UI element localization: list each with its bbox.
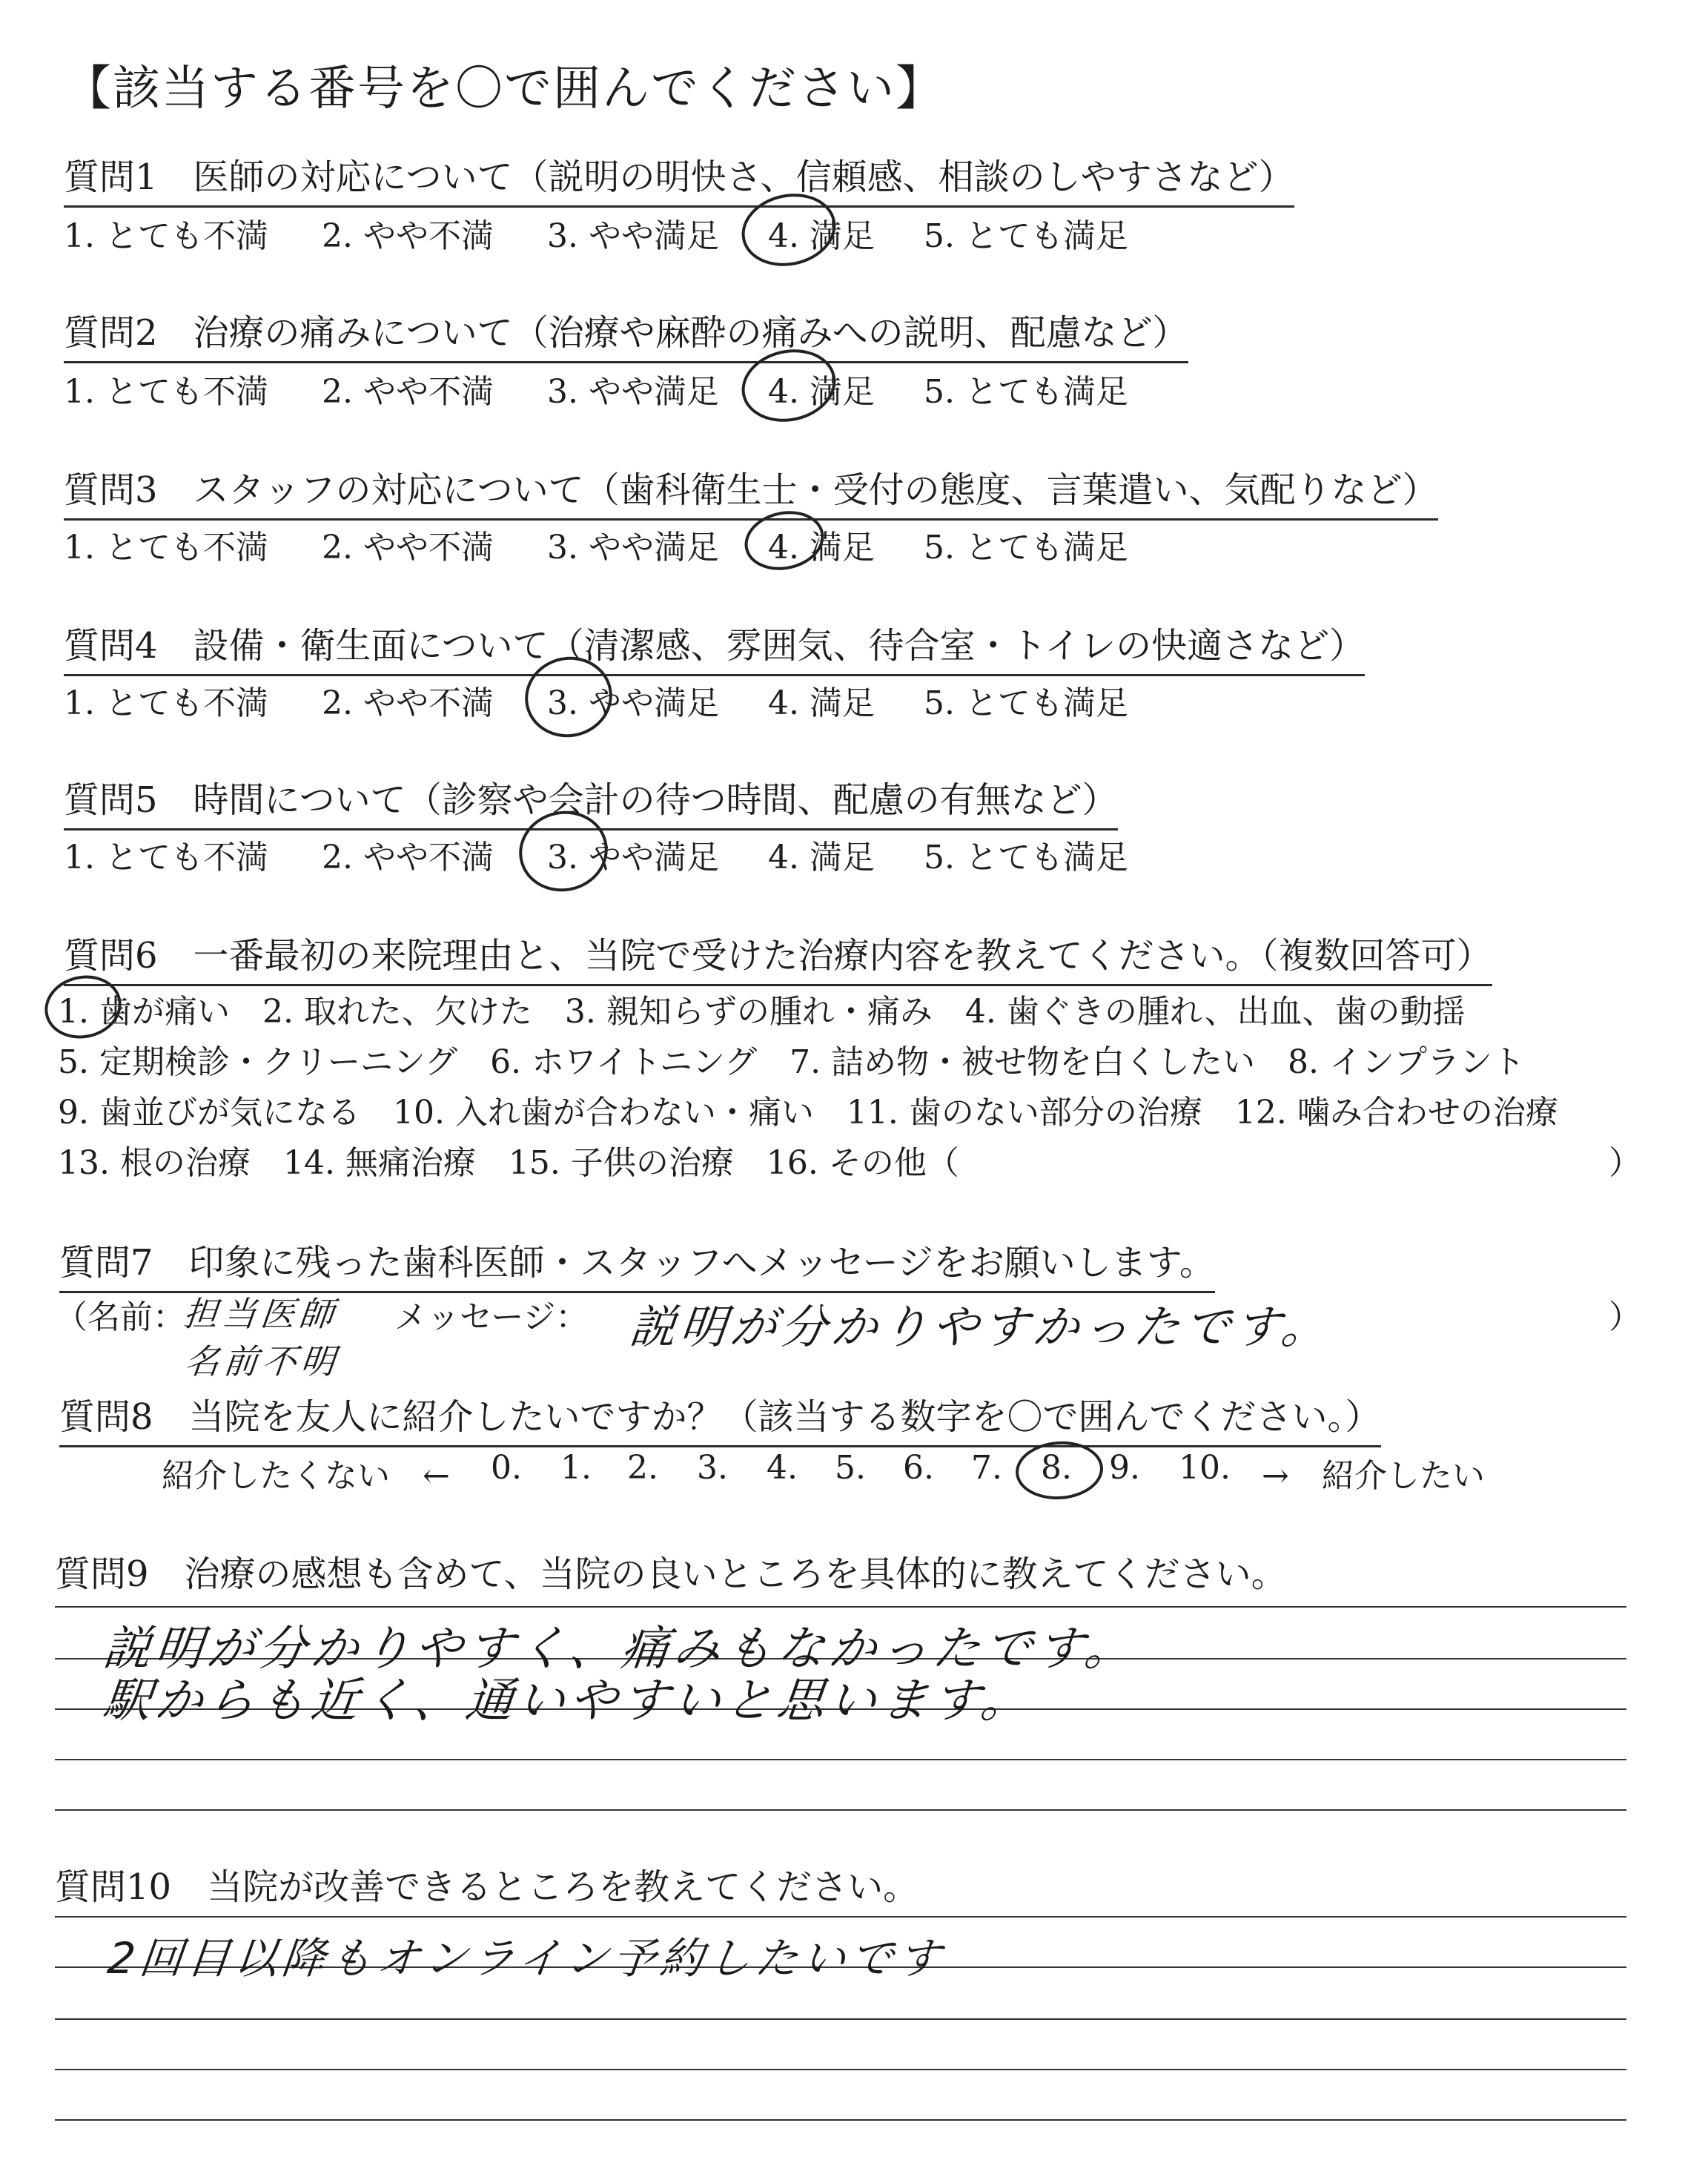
q9-answer-line-2[interactable]: 駅からも近く、通いやすいと思います。 (100, 1674, 1036, 1728)
question-2-title: 質問2 治療の痛みについて（治療や麻酔の痛みへの説明、配慮など） (64, 304, 1188, 363)
q8-scale-8[interactable]: 8. (1041, 1449, 1072, 1487)
q3-option-4[interactable]: 4. 満足 (768, 529, 875, 567)
question-9-title: 質問9 治療の感想も含めて、当院の良いところを具体的に教えてください。 (55, 1553, 1287, 1595)
form-header: 【該当する番号を〇で囲んでください】 (64, 62, 944, 116)
q8-scale-6[interactable]: 6. (903, 1449, 934, 1487)
q8-scale-9[interactable]: 9. (1109, 1449, 1140, 1487)
q6-options-row-2[interactable]: 5. 定期検診・クリーニング 6. ホワイトニング 7. 詰め物・被せ物を白くしたい 8. インプラント (58, 1043, 1526, 1081)
q5-option-4[interactable]: 4. 満足 (768, 839, 875, 876)
q5-option-3[interactable]: 3. やや満足 (547, 839, 719, 876)
q8-scale-5[interactable]: 5. (835, 1449, 866, 1487)
q8-scale-4[interactable]: 4. (767, 1449, 798, 1487)
q2-option-4[interactable]: 4. 満足 (768, 373, 875, 411)
q1-option-5[interactable]: 5. とても満足 (924, 217, 1128, 255)
q5-option-1[interactable]: 1. とても不満 (64, 839, 268, 876)
q2-option-1[interactable]: 1. とても不満 (64, 373, 268, 411)
question-10-title: 質問10 当院が改善できるところを教えてください。 (55, 1866, 919, 1908)
q4-option-2[interactable]: 2. やや不満 (322, 684, 494, 722)
q8-right-label: → 紹介したい (1262, 1457, 1485, 1495)
q5-option-5[interactable]: 5. とても満足 (924, 839, 1128, 876)
q3-option-1[interactable]: 1. とても不満 (64, 529, 268, 567)
question-7-title: 質問7 印象に残った歯科医師・スタッフへメッセージをお願いします。 (59, 1234, 1215, 1293)
q8-left-label: 紹介したくない ← (162, 1457, 450, 1495)
q6-options-row-1[interactable]: 1. 歯が痛い 2. 取れた、欠けた 3. 親知らずの腫れ・痛み 4. 歯ぐきの腫れ、出血、歯の動揺 (58, 993, 1466, 1031)
q10-line-1 (55, 1916, 1626, 1918)
question-5-title: 質問5 時間について（診察や会計の待つ時間、配慮の有無など） (64, 771, 1118, 830)
q2-option-3[interactable]: 3. やや満足 (547, 373, 719, 411)
question-8-title: 質問8 当院を友人に紹介したいですか？（該当する数字を〇で囲んでください。） (59, 1388, 1381, 1447)
q7-name-value-line2[interactable]: 名前不明 (182, 1341, 342, 1381)
q1-option-1[interactable]: 1. とても不満 (64, 217, 268, 255)
q3-option-2[interactable]: 2. やや不満 (322, 529, 494, 567)
q3-option-5[interactable]: 5. とても満足 (924, 529, 1128, 567)
q2-option-2[interactable]: 2. やや不満 (322, 373, 494, 411)
q4-option-1[interactable]: 1. とても不満 (64, 684, 268, 722)
q8-scale-1[interactable]: 1. (560, 1449, 592, 1487)
q6-options-row-4[interactable]: 13. 根の治療 14. 無痛治療 15. 子供の治療 16. その他（ (58, 1144, 959, 1182)
q6-options-row-3[interactable]: 9. 歯並びが気になる 10. 入れ歯が合わない・痛い 11. 歯のない部分の治療 12. 噛み合わせの治療 (58, 1094, 1558, 1132)
q9-line-1 (55, 1606, 1626, 1608)
q2-option-5[interactable]: 5. とても満足 (924, 373, 1128, 411)
q8-scale-7[interactable]: 7. (971, 1449, 1002, 1487)
q9-line-4 (55, 1759, 1626, 1760)
q8-scale-3[interactable]: 3. (697, 1449, 728, 1487)
q8-selection-circle (1013, 1439, 1105, 1502)
q3-option-3[interactable]: 3. やや満足 (547, 529, 719, 567)
q10-line-3 (55, 2018, 1626, 2020)
q7-message-label: メッセージ： (394, 1298, 589, 1336)
q6-other-close-paren: ） (1609, 1144, 1641, 1182)
q10-line-5 (55, 2119, 1626, 2121)
q5-option-2[interactable]: 2. やや不満 (322, 839, 494, 876)
q8-scale-0[interactable]: 0. (491, 1449, 522, 1487)
q1-option-2[interactable]: 2. やや不満 (322, 217, 494, 255)
q4-option-5[interactable]: 5. とても満足 (924, 684, 1128, 722)
q10-line-4 (55, 2069, 1626, 2070)
q8-scale-2[interactable]: 2. (627, 1449, 658, 1487)
question-3-title: 質問3 スタッフの対応について（歯科衛生士・受付の態度、言葉遣い、気配りなど） (64, 461, 1438, 521)
q1-option-3[interactable]: 3. やや満足 (547, 217, 719, 255)
q10-answer-line-1[interactable]: 2回目以降もオンライン予約したいです (105, 1933, 948, 1984)
q1-option-4[interactable]: 4. 満足 (768, 217, 875, 255)
q7-name-value-line1[interactable]: 担当医師 (181, 1294, 340, 1334)
q9-answer-line-1[interactable]: 説明が分かりやすく、痛みもなかったです。 (100, 1622, 1139, 1677)
q4-option-3[interactable]: 3. やや満足 (547, 684, 719, 722)
question-4-title: 質問4 設備・衛生面について（清潔感、雰囲気、待合室・トイレの快適さなど） (64, 617, 1365, 676)
q7-message-value[interactable]: 説明が分かりやすかったです。 (626, 1300, 1335, 1354)
q4-option-4[interactable]: 4. 満足 (768, 684, 875, 722)
q9-line-5 (55, 1809, 1626, 1811)
q7-name-label: （名前： (55, 1298, 185, 1336)
question-1-title: 質問1 医師の対応について（説明の明快さ、信頼感、相談のしやすさなど） (64, 148, 1294, 208)
q8-scale-10[interactable]: 10. (1179, 1449, 1231, 1487)
question-6-title: 質問6 一番最初の来院理由と、当院で受けた治療内容を教えてください。（複数回答可） (64, 927, 1492, 986)
q7-close-paren: ） (1609, 1298, 1641, 1336)
